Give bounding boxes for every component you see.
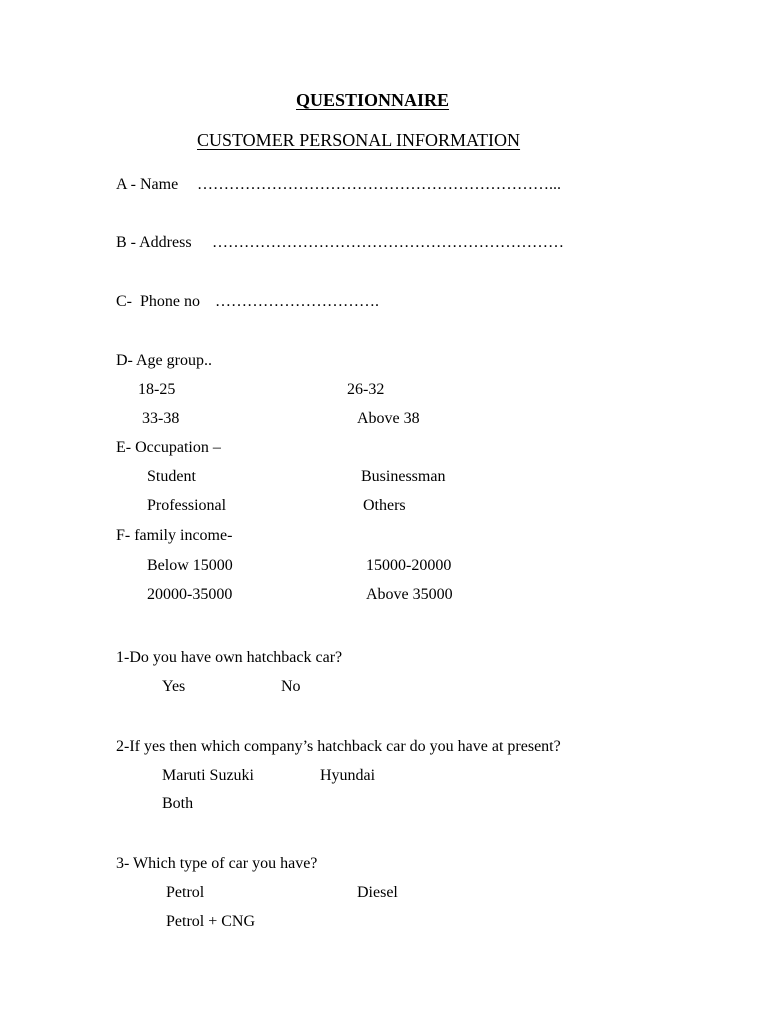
q1-option-no: No <box>281 678 301 695</box>
document-title: QUESTIONNAIRE <box>296 90 450 110</box>
income-option-below-15000: Below 15000 <box>147 557 233 574</box>
question-3: 3- Which type of car you have? <box>116 855 318 872</box>
age-group-label: D- Age group.. <box>116 352 212 369</box>
occupation-option-others: Others <box>363 497 406 514</box>
phone-blank: …………………………. <box>215 293 379 310</box>
question-1: 1-Do you have own hatchback car? <box>116 649 343 666</box>
age-option-26-32: 26-32 <box>347 381 385 398</box>
address-label: B - Address <box>116 234 192 251</box>
phone-label: C- Phone no <box>116 293 200 310</box>
occupation-label: E- Occupation – <box>116 439 221 456</box>
address-blank: ………………………………………………………… <box>212 234 564 251</box>
income-option-20000-35000: 20000-35000 <box>147 586 233 603</box>
q2-option-hyundai: Hyundai <box>320 767 376 784</box>
q2-option-maruti-suzuki: Maruti Suzuki <box>162 767 254 784</box>
question-2: 2-If yes then which company’s hatchback car do you have at present? <box>116 738 561 755</box>
age-option-33-38: 33-38 <box>142 410 180 427</box>
q3-option-petrol-cng: Petrol + CNG <box>166 913 256 930</box>
section-heading: CUSTOMER PERSONAL INFORMATION <box>197 130 521 150</box>
occupation-option-student: Student <box>147 468 196 485</box>
income-option-15000-20000: 15000-20000 <box>366 557 452 574</box>
income-option-above-35000: Above 35000 <box>366 586 453 603</box>
name-blank: …………………………………………………………... <box>197 176 561 193</box>
name-label: A - Name <box>116 176 179 193</box>
occupation-option-professional: Professional <box>147 497 227 514</box>
q2-option-both: Both <box>162 795 194 812</box>
q3-option-diesel: Diesel <box>357 884 398 901</box>
q3-option-petrol: Petrol <box>166 884 205 901</box>
age-option-18-25: 18-25 <box>138 381 176 398</box>
q1-option-yes: Yes <box>162 678 186 695</box>
age-option-above-38: Above 38 <box>357 410 420 427</box>
occupation-option-businessman: Businessman <box>361 468 446 485</box>
income-label: F- family income- <box>116 527 233 544</box>
